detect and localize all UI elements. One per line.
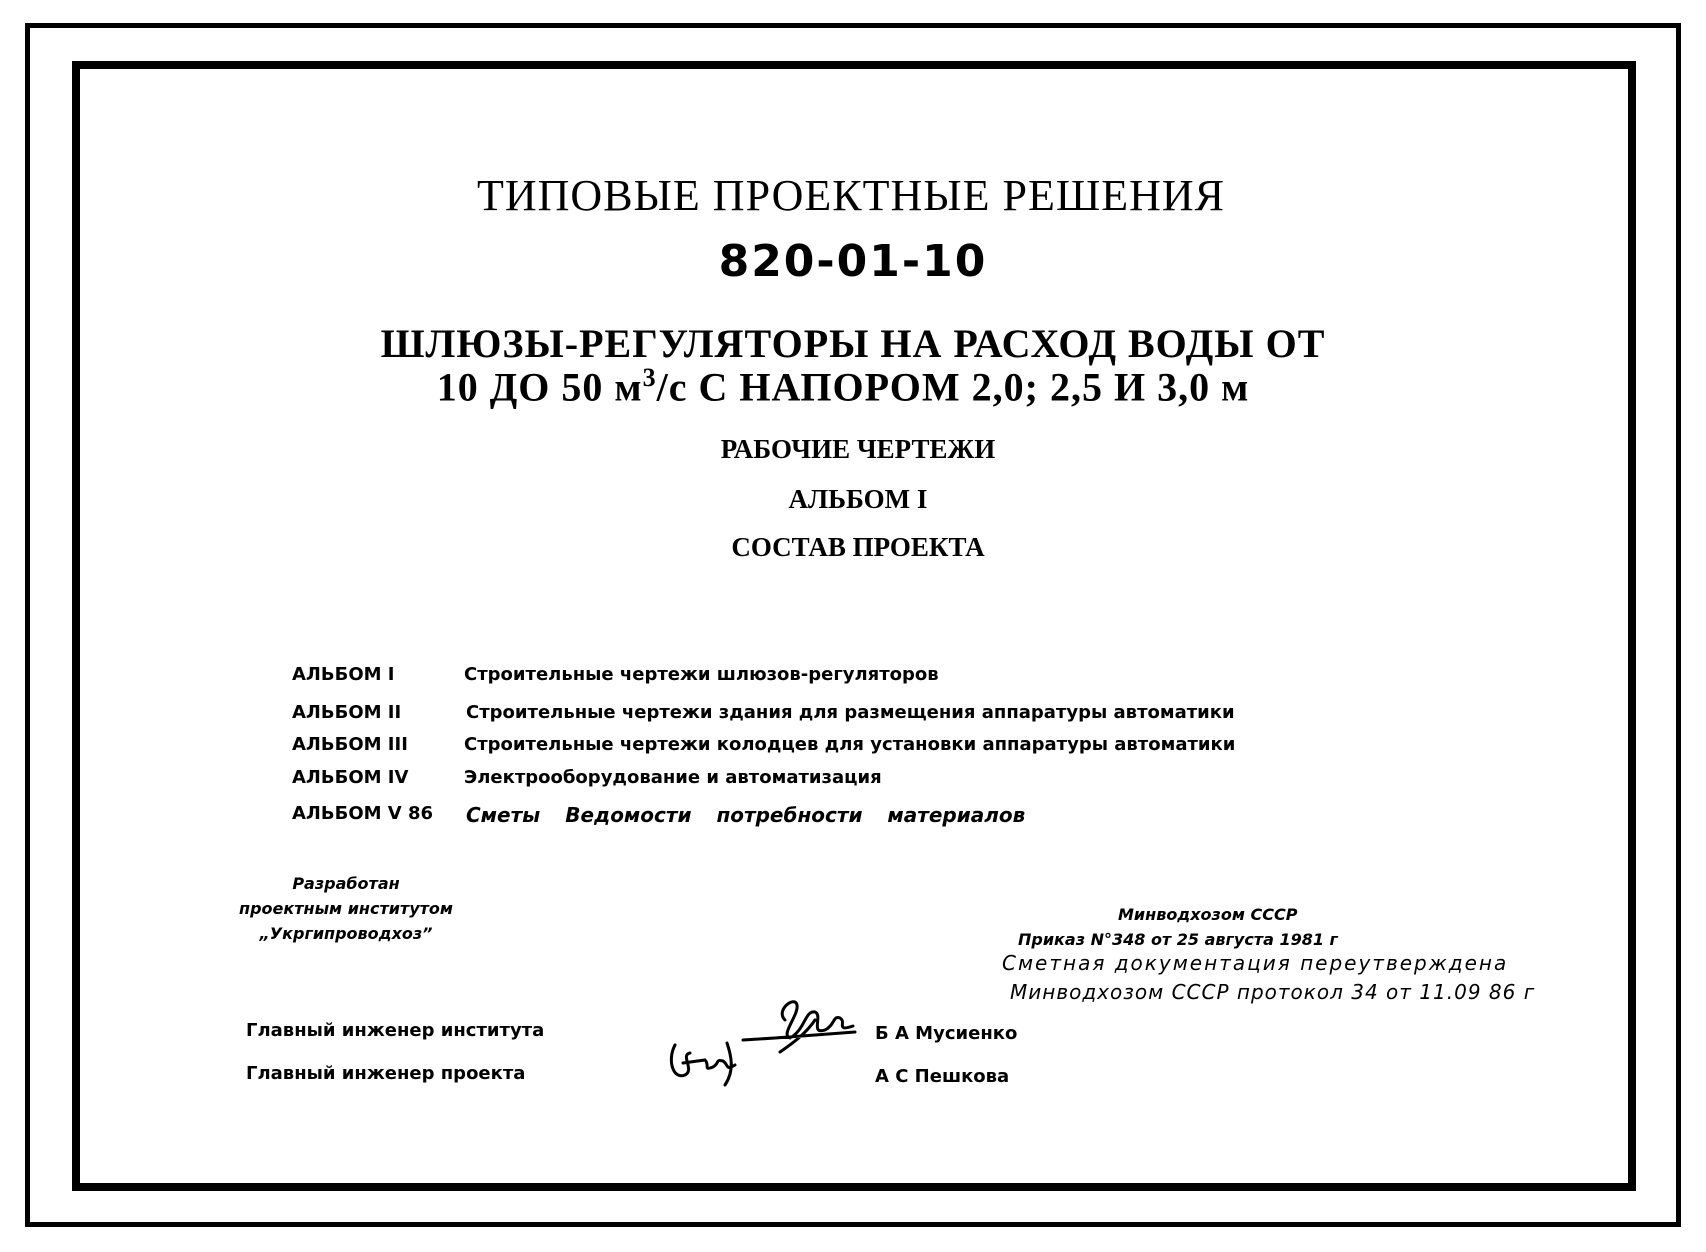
album-label: АЛЬБОМ III: [292, 734, 408, 755]
album-description: Строительные чертежи шлюзов-регуляторов: [464, 664, 939, 685]
contents-title: СОСТАВ ПРОЕКТА: [731, 532, 985, 562]
project-code: 820-01-10: [718, 236, 988, 287]
developer-line-3: „Укргипроводхоз”: [259, 924, 433, 943]
album-label: АЛЬБОМ II: [292, 702, 402, 723]
signature-peshkova-icon: [665, 1035, 755, 1090]
subject-line-1: ШЛЮЗЫ-РЕГУЛЯТОРЫ НА РАСХОД ВОДЫ ОТ: [380, 321, 1326, 366]
approval-line-1: Минводхозом СССР: [1118, 905, 1298, 924]
approval-line-3: Сметная документация переутверждена: [1002, 951, 1509, 975]
album-description: Строительные чертежи колодцев для установки аппаратуры автоматики: [464, 734, 1236, 755]
approval-line-2: Приказ N°348 от 25 августа 1981 г: [1018, 930, 1338, 949]
developer-line-2: проектным институтом: [239, 899, 453, 918]
subject-line-2-pre: 10 ДО 50 м: [436, 364, 643, 410]
album-label: АЛЬБОМ V 86: [292, 803, 434, 824]
subject-line-2: [0, 363, 1696, 410]
series-title: ТИПОВЫЕ ПРОЕКТНЫЕ РЕШЕНИЯ: [477, 171, 1225, 220]
album-label: АЛЬБОМ I: [292, 664, 395, 685]
signature-musienko-icon: [735, 990, 875, 1060]
album-description: Строительные чертежи здания для размещения аппаратуры автоматики: [466, 702, 1235, 723]
album-number: АЛЬБОМ I: [788, 484, 928, 514]
document-type: РАБОЧИЕ ЧЕРТЕЖИ: [720, 434, 996, 464]
subject-line-2-post: /с С НАПОРОМ 2,0; 2,5 И 3,0 м: [656, 364, 1250, 410]
chief-engineer-institute-label: Главный инженер института: [246, 1020, 545, 1041]
developer-line-1: Разработан: [292, 874, 400, 893]
chief-engineer-project-name: А С Пешкова: [875, 1066, 1010, 1087]
album-label: АЛЬБОМ IV: [292, 767, 409, 788]
chief-engineer-institute-name: Б А Мусиенко: [875, 1023, 1018, 1044]
approval-line-4: Минводхозом СССР протокол 34 от 11.09 86 г: [1010, 980, 1536, 1004]
album-description: Электрооборудование и автоматизация: [464, 767, 882, 788]
album-description: Сметы Ведомости потребности материалов: [466, 803, 1026, 827]
subject-line-2-sup: 3: [642, 363, 657, 392]
chief-engineer-project-label: Главный инженер проекта: [246, 1063, 526, 1084]
